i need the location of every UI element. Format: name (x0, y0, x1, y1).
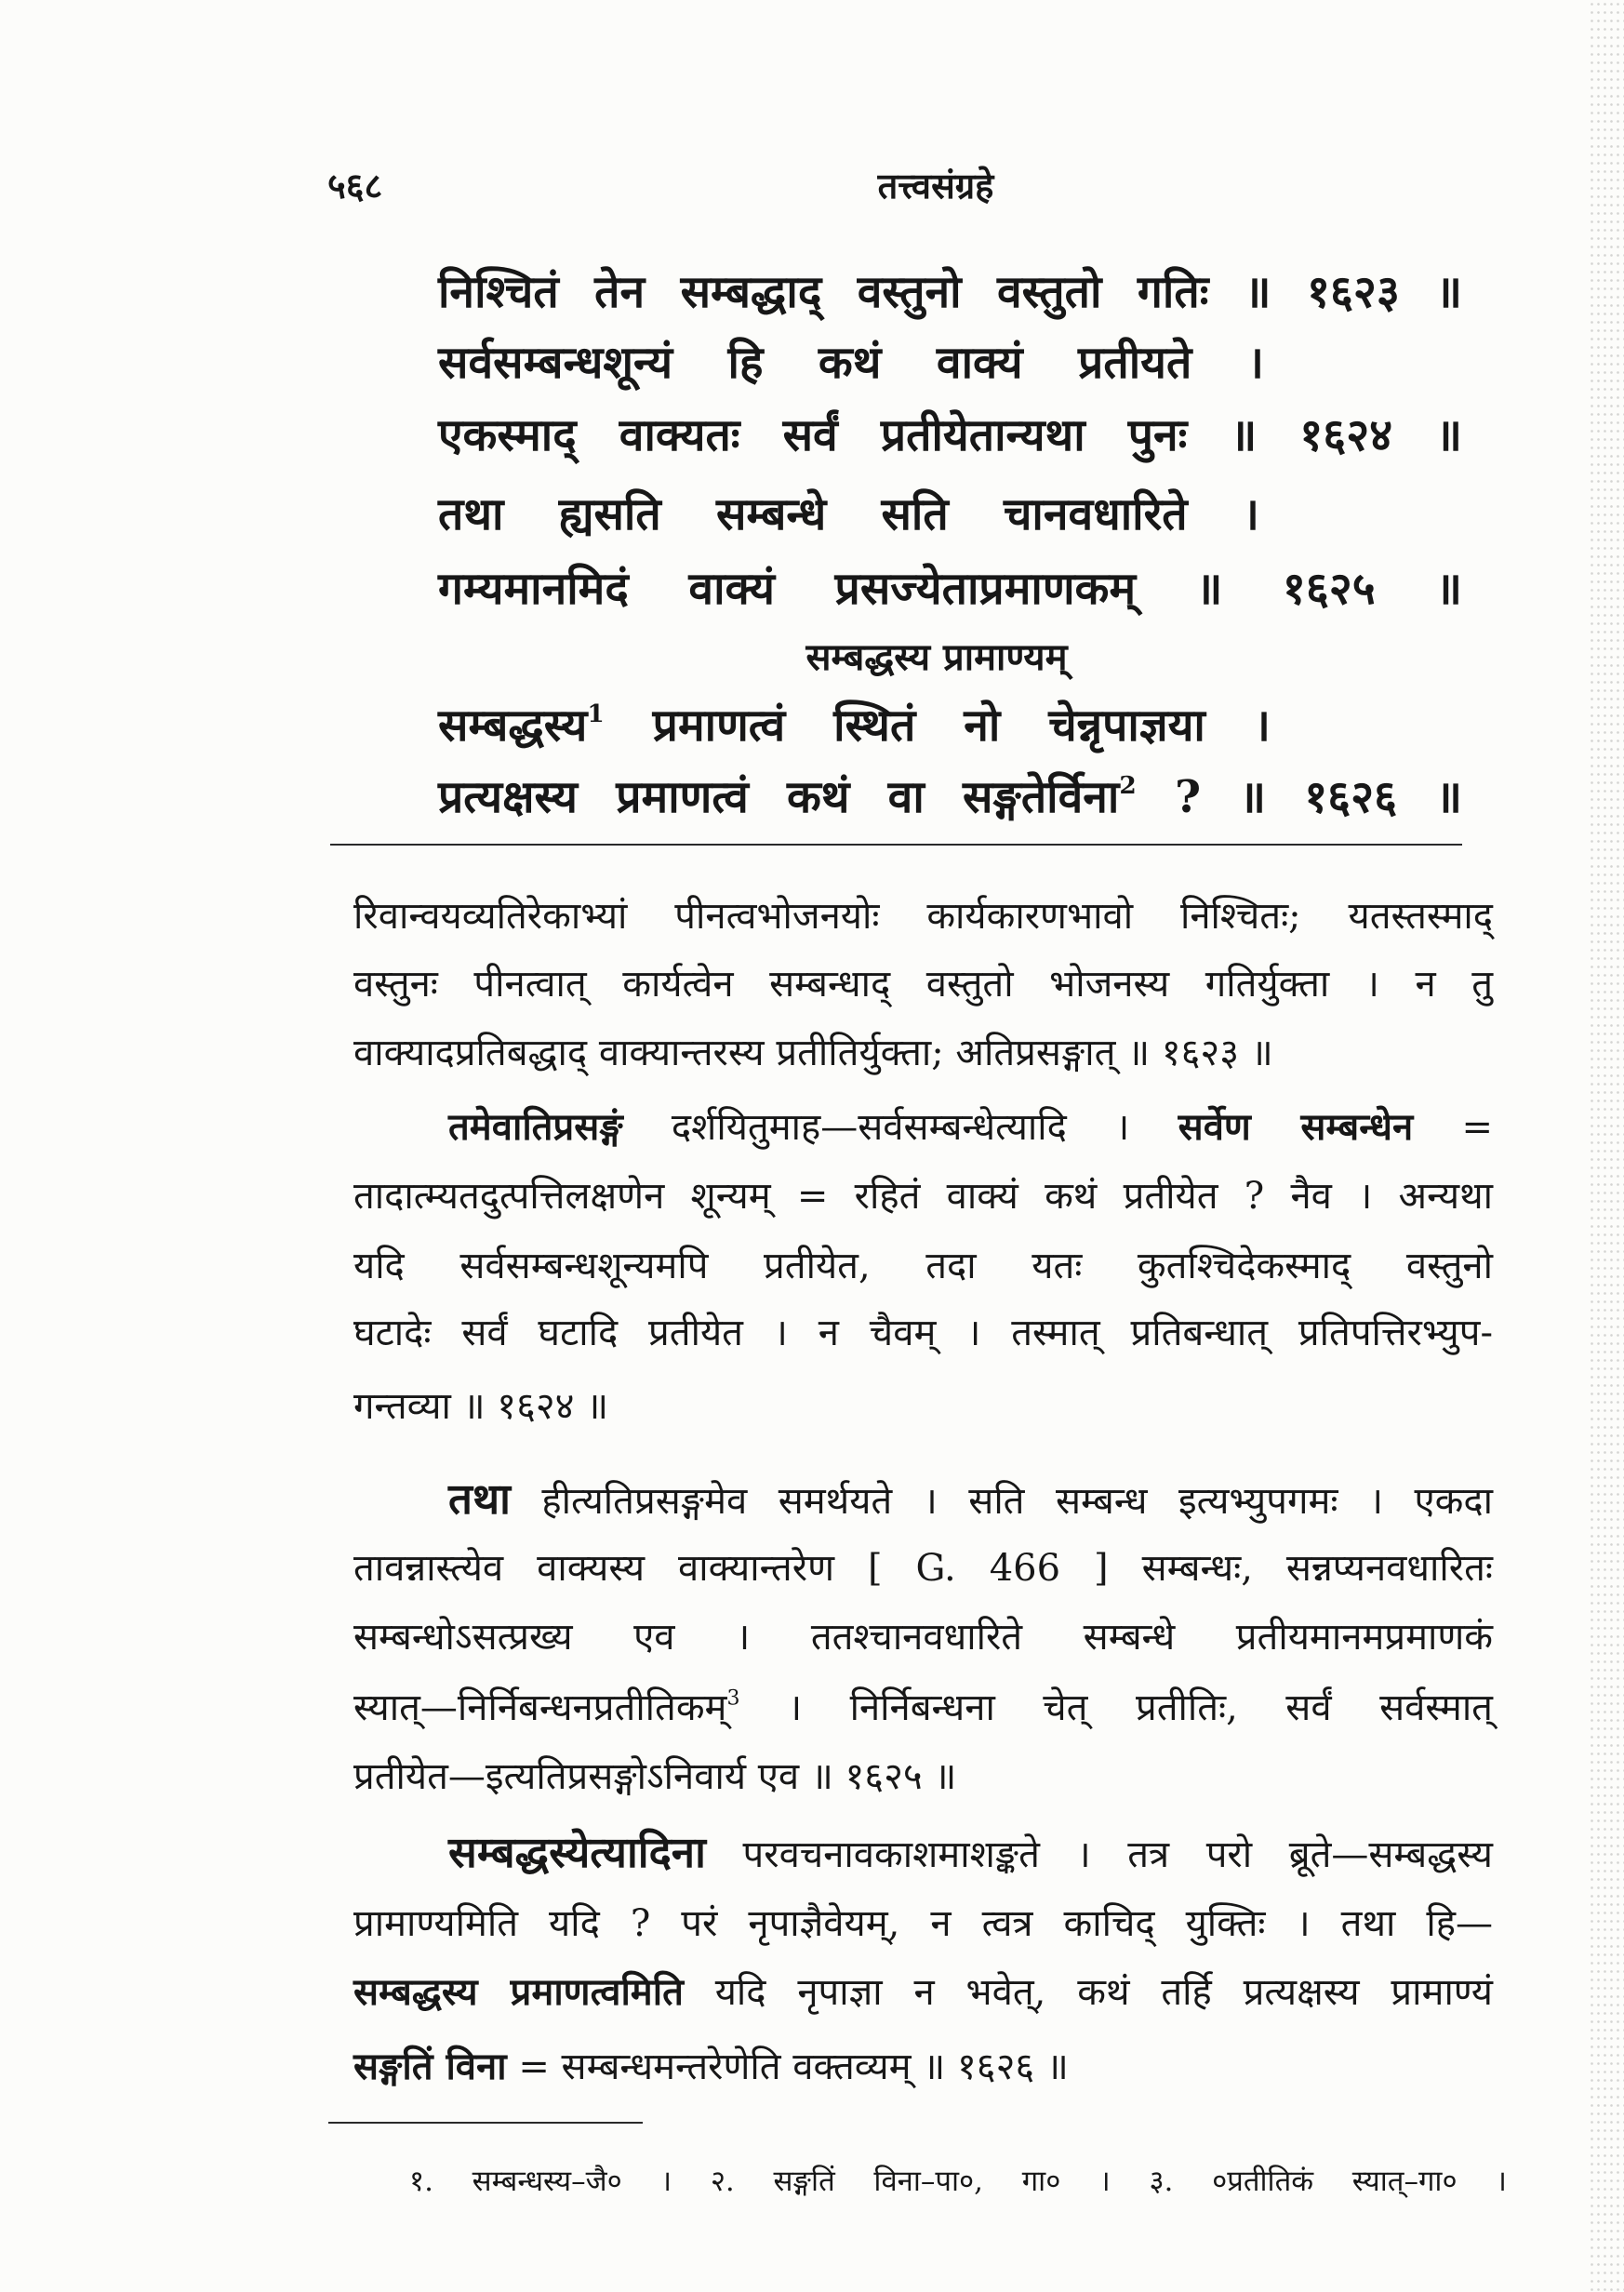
lemma: तमेवातिप्रसङ्गं (448, 1105, 623, 1149)
verse-text: ? ॥ १६२६ ॥ (1136, 771, 1462, 823)
commentary-text: । निर्निबन्धना चेत् प्रतीतिः, सर्वं सर्वस्मात् (739, 1686, 1493, 1729)
commentary-text: = सम्बन्धमन्तरेणेति वक्तव्यम् ॥ १६२६ ॥ (506, 2045, 1069, 2088)
commentary-text: = (1413, 1106, 1493, 1149)
verse-line: सर्वसम्बन्धशून्यं हि कथं वाक्यं प्रतीयते । (438, 337, 1264, 389)
footnote: १. सम्बन्धस्य–जै० । (409, 2165, 672, 2198)
verse-commentary-divider (330, 844, 1462, 846)
commentary-line: यदि सर्वसम्बन्धशून्यमपि प्रतीयेत, तदा यतः कुतश्चिदेकस्माद् वस्तुनो (353, 1245, 1493, 1287)
commentary-line: वाक्यादप्रतिबद्धाद् वाक्यान्तरस्य प्रतीतिर्युक्ता; अतिप्रसङ्गात् ॥ १६२३ ॥ (353, 1032, 1273, 1074)
footnote: २. सङ्गतिं विना–पा०, गा० । (710, 2165, 1111, 2198)
commentary-line (353, 1965, 1493, 2020)
lemma: सर्वेण सम्बन्धेन (1178, 1105, 1414, 1149)
commentary-line (353, 2039, 1493, 2095)
commentary-text: हीत्यतिप्रसङ्गमेव समर्थयते । सति सम्बन्ध इत्यभ्युपगमः । एकदा (510, 1480, 1493, 1523)
commentary-line (448, 1824, 1493, 1880)
verse-line: एकस्माद् वाक्यतः सर्वं प्रतीयेतान्यथा पुनः ॥ १६२४ ॥ (438, 409, 1462, 461)
footnotes (409, 2160, 1507, 2203)
footnote: ३. ०प्रतीतिकं स्यात्–गा० । (1149, 2165, 1507, 2198)
verse-line (438, 765, 1462, 830)
commentary-line: तादात्म्यतदुत्पत्तिलक्षणेन शून्यम् = रहितं वाक्यं कथं प्रतीयेत ? नैव । अन्यथा (353, 1175, 1493, 1218)
commentary-line: रिवान्वयव्यतिरेकाभ्यां पीनत्वभोजनयोः कार्यकारणभावो निश्चितः; यतस्तस्माद् (353, 895, 1493, 938)
commentary-text: स्यात्—निर्निबन्धनप्रतीतिकम् (353, 1686, 727, 1729)
running-title: तत्त्वसंग्रहे (877, 165, 994, 207)
commentary-line (448, 1471, 1493, 1526)
commentary-line: घटादेः सर्वं घटादि प्रतीयेत । न चैवम् । तस्मात् प्रतिबन्धात् प्रतिपत्तिरभ्युप- (353, 1312, 1493, 1354)
lemma: सम्बद्धस्य प्रमाणत्वमिति (353, 1970, 684, 2014)
page-number: ५६८ (327, 165, 383, 207)
section-heading: सम्बद्धस्य प्रामाण्यम् (805, 635, 1068, 679)
footnote-divider (328, 2122, 643, 2124)
commentary-text: दर्शयितुमाह—सर्वसम्बन्धेत्यादि । (622, 1106, 1178, 1149)
commentary-line: गन्तव्या ॥ १६२४ ॥ (353, 1385, 609, 1428)
footnote-marker: 3 (726, 1686, 740, 1711)
footnote-marker: 2 (1119, 771, 1137, 801)
verse-text: सम्बद्धस्य (438, 700, 588, 752)
verse-text: प्रमाणत्वं स्थितं नो चेन्नृपाज्ञया । (604, 700, 1271, 752)
verse-text: प्रत्यक्षस्य प्रमाणत्वं कथं वा सङ्गतेर्विना (438, 771, 1120, 823)
commentary-line: वस्तुनः पीनत्वात् कार्यत्वेन सम्बन्धाद् वस्तुतो भोजनस्य गतिर्युक्ता । न तु (353, 963, 1493, 1006)
commentary-text: यदि नृपाज्ञा न भवेत्, कथं तर्हि प्रत्यक्षस्य प्रामाण्यं (683, 1971, 1494, 2014)
lemma: सङ्गतिं विना (353, 2045, 507, 2088)
commentary-line: सम्बन्धोऽसत्प्रख्य एव । ततश्चानवधारिते सम्बन्धे प्रतीयमानमप्रमाणकं (353, 1616, 1493, 1659)
commentary-line: प्रतीयेत—इत्यतिप्रसङ्गोऽनिवार्य एव ॥ १६२५ ॥ (353, 1755, 957, 1798)
commentary-line (448, 1099, 1493, 1155)
verse-line: गम्यमानमिदं वाक्यं प्रसज्येताप्रमाणकम् ॥ १६२५ ॥ (438, 563, 1462, 615)
verse-line (438, 693, 1271, 758)
footnote-marker: 1 (587, 700, 605, 729)
commentary-line (353, 1680, 1493, 1736)
lemma: तथा (448, 1473, 511, 1524)
commentary-line: प्रामाण्यमिति यदि ? परं नृपाज्ञैवेयम्, न त्वत्र काचिद् युक्तिः । तथा हि— (353, 1902, 1493, 1945)
commentary-text: परवचनावकाशमाशङ्कते । तत्र परो ब्रूते—सम्बद्धस्य (705, 1833, 1493, 1876)
scan-edge-noise (1589, 0, 1624, 2292)
verse-line: निश्चितं तेन सम्बद्धाद् वस्तुनो वस्तुतो गतिः ॥ १६२३ ॥ (438, 266, 1462, 318)
lemma: सम्बद्धस्येत्यादिना (448, 1827, 706, 1877)
verse-line: तथा ह्यसति सम्बन्धे सति चानवधारिते । (438, 488, 1259, 540)
commentary-line: तावन्नास्त्येव वाक्यस्य वाक्यान्तरेण [ G. 466 ] सम्बन्धः, सन्नप्यनवधारितः (353, 1547, 1493, 1590)
